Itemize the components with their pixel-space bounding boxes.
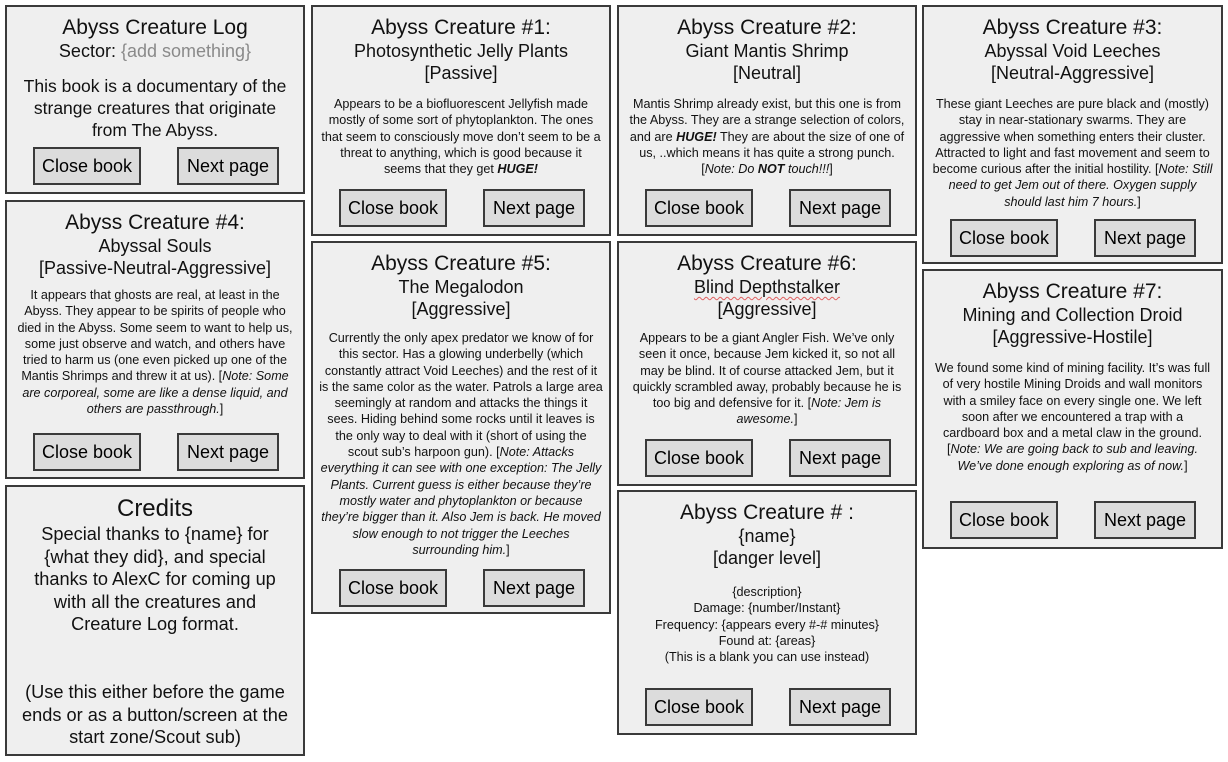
- found-at-line: Found at: {areas}: [718, 633, 816, 648]
- creature-log-card: [5, 5, 305, 194]
- next-page-button[interactable]: Next page: [789, 189, 891, 227]
- creature-title: Abyss Creature #7:: [982, 280, 1163, 303]
- damage-line: Damage: {number/Instant}: [693, 601, 841, 616]
- next-page-button[interactable]: Next page: [789, 688, 891, 726]
- creature-title: Abyss Creature #4:: [65, 211, 245, 234]
- close-book-button[interactable]: Close book: [339, 569, 447, 607]
- description-end: ]: [793, 412, 798, 427]
- close-book-button[interactable]: Close book: [645, 439, 753, 477]
- description-text: Currently the only apex predator we know of for this sector. Has a glowing underbelly (which constantly attract Void Leeches) and the rest of it is the same color as the water. Patrols a large area seemingly at random and attacks the things it sees. Hiding behind some rocks until it leaves is the only way to deal with it (short of using the scout sub’s harpoon gun). [: [319, 331, 603, 460]
- danger-level: [Aggressive]: [717, 299, 817, 319]
- credits-card: [5, 485, 305, 756]
- note-emphasis: NOT: [757, 162, 785, 177]
- description-end: ]: [506, 542, 510, 557]
- creature-description: [319, 330, 603, 558]
- close-book-button[interactable]: Close book: [33, 147, 141, 185]
- creature-name: Abyssal Souls: [98, 236, 212, 256]
- creature-4-card: [5, 200, 305, 479]
- description-text: Mantis Shrimp already exist, but this one is from the Abyss. They are a strange selection of colors, and are: [629, 97, 905, 144]
- creature-title: Abyss Creature #5:: [371, 252, 551, 275]
- close-book-button[interactable]: Close book: [950, 501, 1058, 539]
- creature-3-card: [922, 5, 1223, 264]
- description-end: ]: [829, 162, 833, 177]
- next-page-button[interactable]: Next page: [177, 147, 279, 185]
- emphasis-text: HUGE!: [497, 162, 538, 177]
- description-end: ]: [219, 402, 224, 417]
- next-page-button[interactable]: Next page: [483, 189, 585, 227]
- note-text: Note: Some are corporeal, some are like a dense liquid, and others are passthrough.: [22, 369, 289, 417]
- description-text: These giant Leeches are pure black and (mostly) stay in near-stationary swarms. They are aggressive when something enters their cluster. Attracted to light and fast movement and seem to become curious after the initial hostility. [: [932, 97, 1210, 177]
- description-text: Appears to be a biofluorescent Jellyfish made mostly of some sort of phytoplankton. The ones that seem to consciously move don’t seem to be a threat to anything, which is good because it seems that they get: [321, 97, 601, 177]
- creature-description: [627, 96, 907, 177]
- credits-footer: (Use this either before the game ends or as a button/screen at the start zone/Scout sub): [22, 682, 288, 747]
- creature-title: Abyss Creature #2:: [677, 16, 857, 39]
- credits-title: Credits: [116, 495, 194, 522]
- creature-2-card: [617, 5, 917, 236]
- sector-label: Sector:: [58, 41, 121, 61]
- log-description: This book is a documentary of the strange creatures that originate from The Abyss.: [23, 76, 287, 140]
- creature-name: Giant Mantis Shrimp: [685, 41, 849, 61]
- danger-level: [Aggressive]: [411, 299, 511, 319]
- creature-description: [15, 287, 295, 417]
- next-page-button[interactable]: Next page: [1094, 501, 1196, 539]
- note-text: Note: Still need to get Jem out of there. Oxygen supply should last him 7 hours.: [948, 162, 1213, 209]
- creature-name: {name}: [738, 526, 796, 546]
- description-text: It appears that ghosts are real, at least in the Abyss. They appear to be spirits of people who died in the Abyss. Some seem to want to help us, some just observe and watch, and others have tried to harm us (one even picked up one of the Mantis Shrimps and threw it at us). [: [17, 288, 293, 384]
- danger-level: [Neutral-Aggressive]: [990, 63, 1155, 83]
- blank-hint-line: (This is a blank you can use instead): [664, 650, 870, 665]
- danger-level: [Neutral]: [732, 63, 802, 83]
- next-page-button[interactable]: Next page: [789, 439, 891, 477]
- next-page-button[interactable]: Next page: [177, 433, 279, 471]
- creature-6-card: [617, 241, 917, 486]
- creature-name: The Megalodon: [398, 277, 524, 297]
- close-book-button[interactable]: Close book: [33, 433, 141, 471]
- frequency-line: Frequency: {appears every #-# minutes}: [654, 617, 879, 632]
- sector-placeholder: {add something}: [120, 41, 252, 61]
- note-text: Note: Jem is awesome.: [736, 396, 882, 427]
- creature-description: [627, 330, 907, 428]
- emphasis-text: HUGE!: [676, 129, 717, 144]
- description-text: We found some kind of mining facility. It’s was full of very hostile Mining Droids and wall monitors with a smiley face on every single one. We left soon after we encountered a trap with a cardboard box and a metal claw in the ground. [: [934, 361, 1211, 457]
- creature-5-card: [311, 241, 611, 614]
- creature-description: [627, 584, 907, 665]
- danger-level: [Passive-Neutral-Aggressive]: [38, 258, 272, 278]
- creature-name: Mining and Collection Droid: [962, 305, 1183, 325]
- blank-template-card: [617, 490, 917, 735]
- close-book-button[interactable]: Close book: [645, 688, 753, 726]
- creature-description: [321, 96, 601, 177]
- description-end: ]: [1184, 458, 1188, 473]
- danger-level: [danger level]: [712, 548, 822, 568]
- close-book-button[interactable]: Close book: [339, 189, 447, 227]
- note-text-2: touch!!!: [784, 162, 830, 177]
- creature-description: [932, 96, 1213, 210]
- close-book-button[interactable]: Close book: [950, 219, 1058, 257]
- note-text: Note: We are going back to sub and leaving. We’ve done enough exploring as of now.: [950, 442, 1199, 473]
- description-text-2: They are about the size of one of us, ..which means it has quite a strong punch. [: [639, 129, 905, 177]
- sector-line: [7, 40, 303, 62]
- description-text: Appears to be a giant Angler Fish. We’ve only seen it once, because Jem kicked it, so not all may be blind. It of course attacked Jem, but it quickly scrambled away, probably because he is too big and defensive for it. [: [632, 331, 902, 411]
- creature-name-text: Blind Depthstalker: [693, 277, 841, 297]
- description-end: ]: [1137, 194, 1141, 209]
- creature-description: [932, 360, 1213, 474]
- note-text: Note: Do: [704, 162, 758, 177]
- creature-name: [619, 276, 915, 298]
- creature-title: Abyss Creature # :: [680, 501, 854, 524]
- next-page-button[interactable]: Next page: [483, 569, 585, 607]
- page-title: Abyss Creature Log: [62, 16, 248, 39]
- creature-title: Abyss Creature #6:: [677, 252, 857, 275]
- creature-7-card: [922, 269, 1223, 549]
- danger-level: [Passive]: [424, 63, 498, 83]
- creature-name: Abyssal Void Leeches: [984, 41, 1161, 61]
- danger-level: [Aggressive-Hostile]: [992, 327, 1153, 347]
- creature-title: Abyss Creature #1:: [371, 16, 551, 39]
- description-line: {description}: [732, 585, 802, 599]
- creature-title: Abyss Creature #3:: [982, 16, 1163, 39]
- close-book-button[interactable]: Close book: [645, 189, 753, 227]
- credits-body: Special thanks to {name} for {what they did}, and special thanks to AlexC for coming up with all the creatures and Creature Log format.: [34, 524, 276, 634]
- creature-1-card: [311, 5, 611, 236]
- next-page-button[interactable]: Next page: [1094, 219, 1196, 257]
- note-text: Note: Attacks everything it can see with one exception: The Jelly Plants. Current guess is either because they’re mostly water and phytoplankton or because they’re bigger than it. Also Jem is back. He moved slow enough to not trigger the Leeches surrounding him.: [320, 445, 602, 557]
- creature-name: Photosynthetic Jelly Plants: [353, 41, 569, 61]
